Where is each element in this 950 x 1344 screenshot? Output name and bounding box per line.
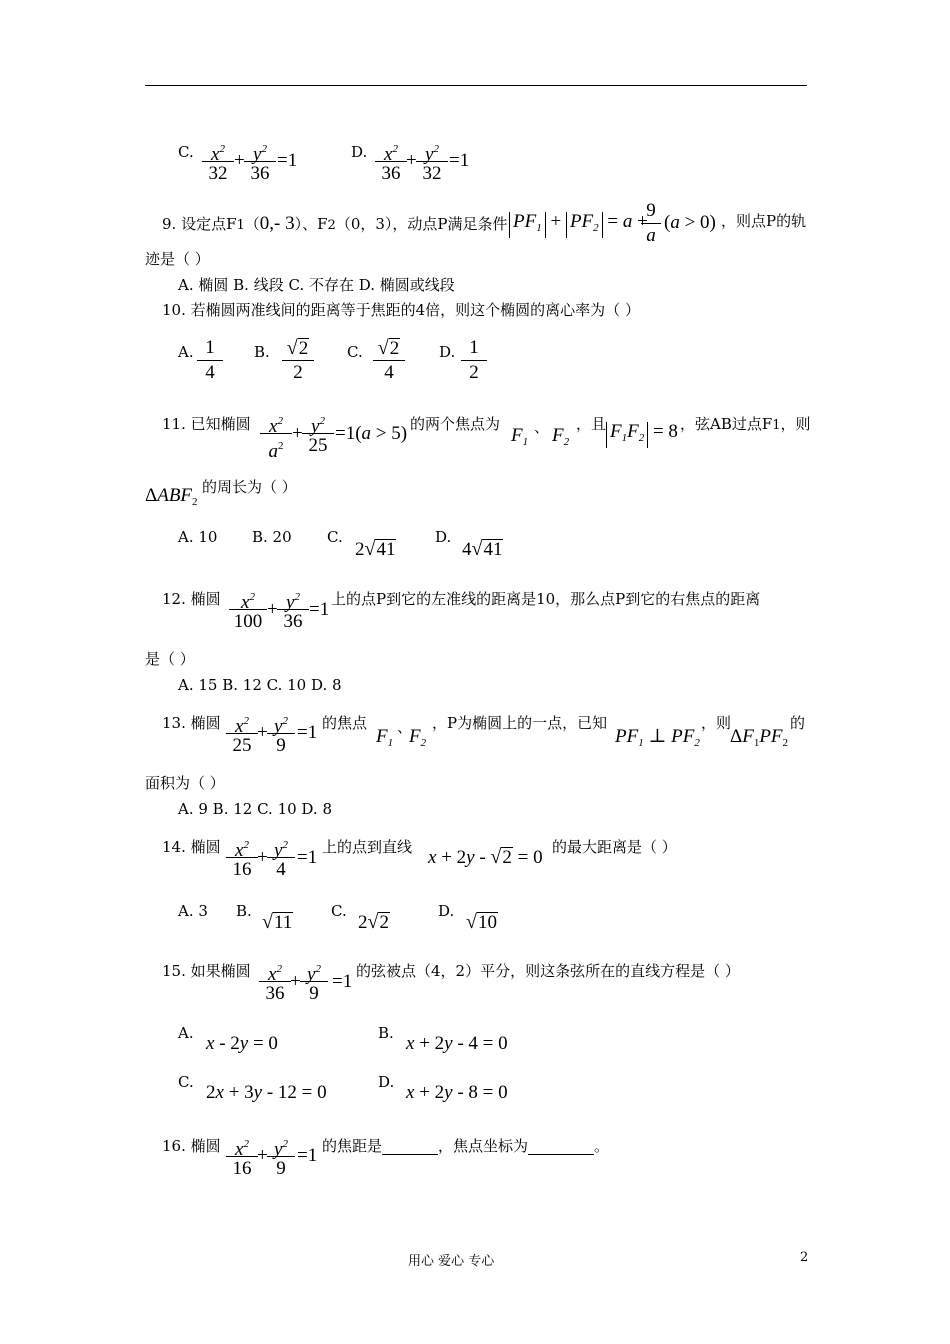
q13-triangle: $\Delta F_1PF_2$ <box>730 726 789 749</box>
q14-frac1: $x^2$ 16 <box>225 834 259 881</box>
q11-frac1: $x^2$ $a^2$ <box>259 410 293 457</box>
q10-b-frac: √2 2 <box>281 337 315 384</box>
header-rule <box>145 85 807 86</box>
q15-option-c-value: 2x + 3y - 12 = 0 <box>206 1082 327 1103</box>
q14-frac2: $y^2$ 4 <box>266 834 296 881</box>
q11-option-d-label: D. <box>435 528 452 546</box>
q11-foci: $F_1$ <box>511 425 529 448</box>
q10-stem: 10. 若椭圆两准线间的距离等于焦距的4倍，则这个椭圆的离心率为（ ） <box>162 301 640 319</box>
q15-option-c-label: C. <box>178 1073 194 1091</box>
q11-focal-distance: $F_1F_2 = 8$ <box>606 422 678 448</box>
q15-eq: =1 <box>332 971 353 992</box>
q12-stem: 12. 椭圆 <box>162 590 221 608</box>
q13-foci: $F_1$ <box>376 726 394 749</box>
plus-sign: + <box>257 847 268 868</box>
q11-option-c-label: C. <box>327 528 343 546</box>
q14-option-b-value: √11 <box>262 911 293 933</box>
plus-sign: + <box>234 150 245 171</box>
q13-stem: 13. 椭圆 <box>162 714 221 732</box>
q11-option-b: B. 20 <box>252 528 292 546</box>
q10-option-d-label: D. <box>439 343 456 361</box>
plus-sign: + <box>257 722 268 743</box>
page-number: 2 <box>800 1250 809 1265</box>
q11-stem: 11. 已知椭圆 <box>162 415 251 433</box>
q13-options: A. 9 B. 12 C. 10 D. 8 <box>178 800 332 818</box>
q13-stem-5: 的 <box>790 714 806 732</box>
plus-sign: + <box>257 1145 268 1166</box>
q15-option-a-label: A. <box>178 1024 194 1042</box>
q13-eq: =1 <box>297 722 318 743</box>
q15-option-d-label: D. <box>378 1073 395 1091</box>
q14-option-d-label: D. <box>438 902 455 920</box>
q15-option-b-value: x + 2y - 4 = 0 <box>406 1033 508 1054</box>
q13-perp: $PF_1$ ⊥ $PF_2$ <box>615 726 700 749</box>
q15-option-b-label: B. <box>378 1024 394 1042</box>
q11-option-a: A. 10 <box>178 528 218 546</box>
q16-stem-2: 的焦距是 ，焦点坐标为 。 <box>322 1137 610 1155</box>
q14-eq: =1 <box>297 847 318 868</box>
q13-stem-2: 的焦点 <box>322 714 368 732</box>
q11-triangle: $\Delta ABF_2$ <box>145 485 198 508</box>
q13-sep: 、 <box>397 718 413 736</box>
q8-d-frac2: $y^2$ 32 <box>415 138 449 185</box>
footer-motto: 用心 爱心 专心 <box>408 1254 495 1269</box>
q8-d-eq: =1 <box>449 150 470 171</box>
q13-frac2: $y^2$ 9 <box>266 710 296 757</box>
q12-stem-2: 上的点P到它的左准线的距离是10，那么点P到它的右焦点的距离 <box>331 590 761 608</box>
q8-option-d-label: D. <box>351 143 368 161</box>
q11-sep: 、 <box>534 418 550 436</box>
q14-option-c-value: 2√2 <box>358 911 389 933</box>
q12-stem-3: 是（ ） <box>145 650 195 668</box>
q10-c-frac: √2 4 <box>372 337 406 384</box>
q8-c-frac1: $x^2$ 32 <box>201 138 235 185</box>
q15-frac1: $x^2$ 36 <box>258 958 292 1005</box>
q11-option-c-value: 2√41 <box>355 538 396 560</box>
q14-option-b-label: B. <box>236 902 252 920</box>
q9-condition-2: (a > 0) <box>664 212 716 233</box>
q8-d-frac1: $x^2$ 36 <box>374 138 408 185</box>
q11-eq: =1(a > 5) <box>335 423 408 444</box>
q14-stem-2: 上的点到直线 <box>322 838 413 856</box>
q11-frac2: $y^2$ 25 <box>301 410 335 457</box>
q12-frac2: $y^2$ 36 <box>276 586 310 633</box>
q8-c-frac2: $y^2$ 36 <box>243 138 277 185</box>
plus-sign: + <box>292 423 303 444</box>
q11-option-d-value: 4√41 <box>462 538 503 560</box>
q12-eq: =1 <box>309 599 330 620</box>
q9-condition: $PF_1 + PF_2 = a$ + <box>509 212 648 238</box>
q10-option-a-label: A. <box>178 343 194 361</box>
q8-c-eq: =1 <box>277 150 298 171</box>
plus-sign: + <box>267 599 278 620</box>
q15-option-d-value: x + 2y - 8 = 0 <box>406 1082 508 1103</box>
q14-option-c-label: C. <box>331 902 347 920</box>
q10-d-frac: 1 2 <box>460 337 488 384</box>
q11-stem-4: ，弦AB过点F1，则 <box>680 415 811 433</box>
q11-stem-3: ，且 <box>576 415 607 433</box>
q16-frac2: $y^2$ 9 <box>266 1133 296 1180</box>
q10-a-frac: 1 4 <box>196 337 224 384</box>
q14-stem: 14. 椭圆 <box>162 838 221 856</box>
q16-eq: =1 <box>297 1145 318 1166</box>
q15-stem-2: 的弦被点（4，2）平分，则这条弦所在的直线方程是（ ） <box>356 962 740 980</box>
q9-frac: 9 a <box>640 200 662 247</box>
q14-line: x + 2y - √2 = 0 <box>428 846 543 868</box>
q12-frac1: $x^2$ 100 <box>228 586 268 633</box>
q14-option-a: A. 3 <box>178 902 208 920</box>
q13-stem-4: ，则 <box>701 714 732 732</box>
q13-stem-6: 面积为（ ） <box>145 774 225 792</box>
q9-stem-cont: 迹是（ ） <box>145 250 210 268</box>
q11-stem-5: 的周长为（ ） <box>202 478 297 496</box>
plus-sign: + <box>406 150 417 171</box>
q15-frac2: $y^2$ 9 <box>299 958 329 1005</box>
q11-foci-2: $F_2$ <box>552 425 570 448</box>
q14-option-d-value: √10 <box>466 911 497 933</box>
q11-stem-2: 的两个焦点为 <box>410 415 501 433</box>
q13-frac1: $x^2$ 25 <box>225 710 259 757</box>
q9-options: A. 椭圆 B. 线段 C. 不存在 D. 椭圆或线段 <box>178 276 455 294</box>
q12-options: A. 15 B. 12 C. 10 D. 8 <box>178 676 342 694</box>
q9-stem: 9. 设定点F1（0,- 3）、F2（0，3），动点P满足条件 <box>162 213 508 234</box>
q10-option-b-label: B. <box>254 343 270 361</box>
q13-stem-3: ，P为椭圆上的一点，已知 <box>432 714 608 732</box>
q16-stem: 16. 椭圆 <box>162 1137 221 1155</box>
plus-sign: + <box>290 971 301 992</box>
q14-stem-3: 的最大距离是（ ） <box>552 838 677 856</box>
q10-option-c-label: C. <box>347 343 363 361</box>
q16-blank-focus-coords[interactable] <box>528 1139 594 1155</box>
q15-stem: 15. 如果椭圆 <box>162 962 251 980</box>
q13-foci-2: $F_2$ <box>409 726 427 749</box>
q9-stem-end: ，则点P的轨 <box>721 212 807 230</box>
q8-option-c-label: C. <box>178 143 194 161</box>
q15-option-a-value: x - 2y = 0 <box>206 1033 278 1054</box>
q16-frac1: $x^2$ 16 <box>225 1133 259 1180</box>
q16-blank-focal-length[interactable] <box>382 1139 438 1155</box>
